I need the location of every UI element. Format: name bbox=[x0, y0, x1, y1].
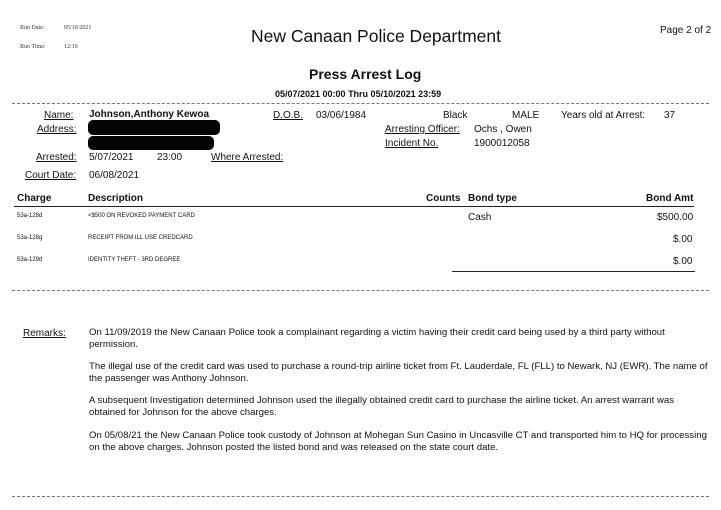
incident-label: Incident No. bbox=[385, 138, 439, 149]
name-label: Name: bbox=[44, 110, 74, 121]
report-title: Press Arrest Log bbox=[309, 66, 422, 82]
dob-label: D.O.B. bbox=[273, 110, 304, 121]
run-time: 12:19 bbox=[64, 44, 78, 50]
col-header-description: Description bbox=[88, 193, 144, 204]
officer-value: Ochs , Owen bbox=[474, 124, 532, 135]
charge-description: IDENTITY THEFT - 3RD DEGREE bbox=[88, 257, 181, 263]
charge-code: 53a-128g bbox=[17, 235, 43, 241]
page-number: Page 2 of 2 bbox=[660, 25, 712, 36]
dob-value: 03/06/1984 bbox=[316, 110, 367, 121]
charge-description: RECEIPT FROM ILL USE CREDCARD bbox=[88, 235, 193, 241]
run-date-label: Run Date: bbox=[20, 25, 45, 31]
bond-amount: $500.00 bbox=[657, 212, 694, 223]
officer-label: Arresting Officer: bbox=[385, 124, 460, 135]
run-date: 05/10/2021 bbox=[64, 25, 92, 31]
where-arrested-label: Where Arrested: bbox=[211, 152, 284, 163]
charge-code: 53a-129d bbox=[17, 257, 43, 263]
age-label: Years old at Arrest: bbox=[561, 110, 646, 121]
remarks-paragraph: A subsequent Investigation determined Johnson used the illegally obtained credit card to purchase the airline ticket. An arrest warrant was obtained for Johnson for the above charges. bbox=[89, 395, 675, 418]
date-range: 05/07/2021 00:00 Thru 05/10/2021 23:59 bbox=[275, 89, 442, 99]
address-label: Address: bbox=[37, 124, 77, 135]
redacted-address-line-1 bbox=[88, 120, 220, 135]
arrested-label: Arrested: bbox=[36, 152, 77, 163]
court-date-value: 06/08/2021 bbox=[89, 170, 140, 181]
remarks-label: Remarks: bbox=[23, 328, 66, 339]
col-header-bond-type: Bond type bbox=[468, 193, 517, 204]
race-value: Black bbox=[443, 110, 468, 121]
bond-amount: $.00 bbox=[673, 234, 693, 245]
section-divider bbox=[12, 290, 709, 291]
footer-divider bbox=[12, 496, 709, 497]
sex-value: MALE bbox=[512, 110, 540, 121]
remarks-paragraph: On 05/08/21 the New Canaan Police took custody of Johnson at Mohegan Sun Casino in Uncasville CT and transported him to HQ for processing on the above charges. Johnson posted the listed bond and was released on the state court date. bbox=[89, 430, 707, 453]
arrested-date: 5/07/2021 bbox=[89, 152, 134, 163]
court-date-label: Court Date: bbox=[25, 170, 77, 181]
col-header-charge: Charge bbox=[17, 193, 52, 204]
department-name: New Canaan Police Department bbox=[251, 26, 501, 46]
col-header-bond-amt: Bond Amt bbox=[646, 193, 694, 204]
age-value: 37 bbox=[664, 110, 676, 121]
bond-type: Cash bbox=[468, 212, 492, 223]
remarks-paragraph: On 11/09/2019 the New Canaan Police took a complainant regarding a victim having their credit card being used by a third party without permission. bbox=[89, 327, 665, 350]
incident-value: 1900012058 bbox=[474, 138, 530, 149]
run-time-label: Run Time: bbox=[20, 44, 46, 50]
charge-description: <$500 ON REVOKED PAYMENT CARD bbox=[88, 213, 195, 219]
charge-code: 53a-128d bbox=[17, 213, 43, 219]
redacted-address-line-2 bbox=[88, 136, 214, 150]
header-divider bbox=[12, 103, 709, 104]
bond-amount: $.00 bbox=[673, 256, 693, 267]
arrestee-name: Johnson,Anthony Kewoa bbox=[89, 109, 209, 120]
arrested-time: 23:00 bbox=[157, 152, 183, 163]
table-header-rule bbox=[14, 206, 694, 207]
table-bottom-rule bbox=[452, 271, 695, 272]
col-header-counts: Counts bbox=[426, 193, 461, 204]
remarks-paragraph: The illegal use of the credit card was used to purchase a round-trip airline ticket from Ft. Lauderdale, FL (FLL) to Newark, NJ (EWR). The name of the passenger was Anthony Johnson. bbox=[89, 361, 708, 384]
